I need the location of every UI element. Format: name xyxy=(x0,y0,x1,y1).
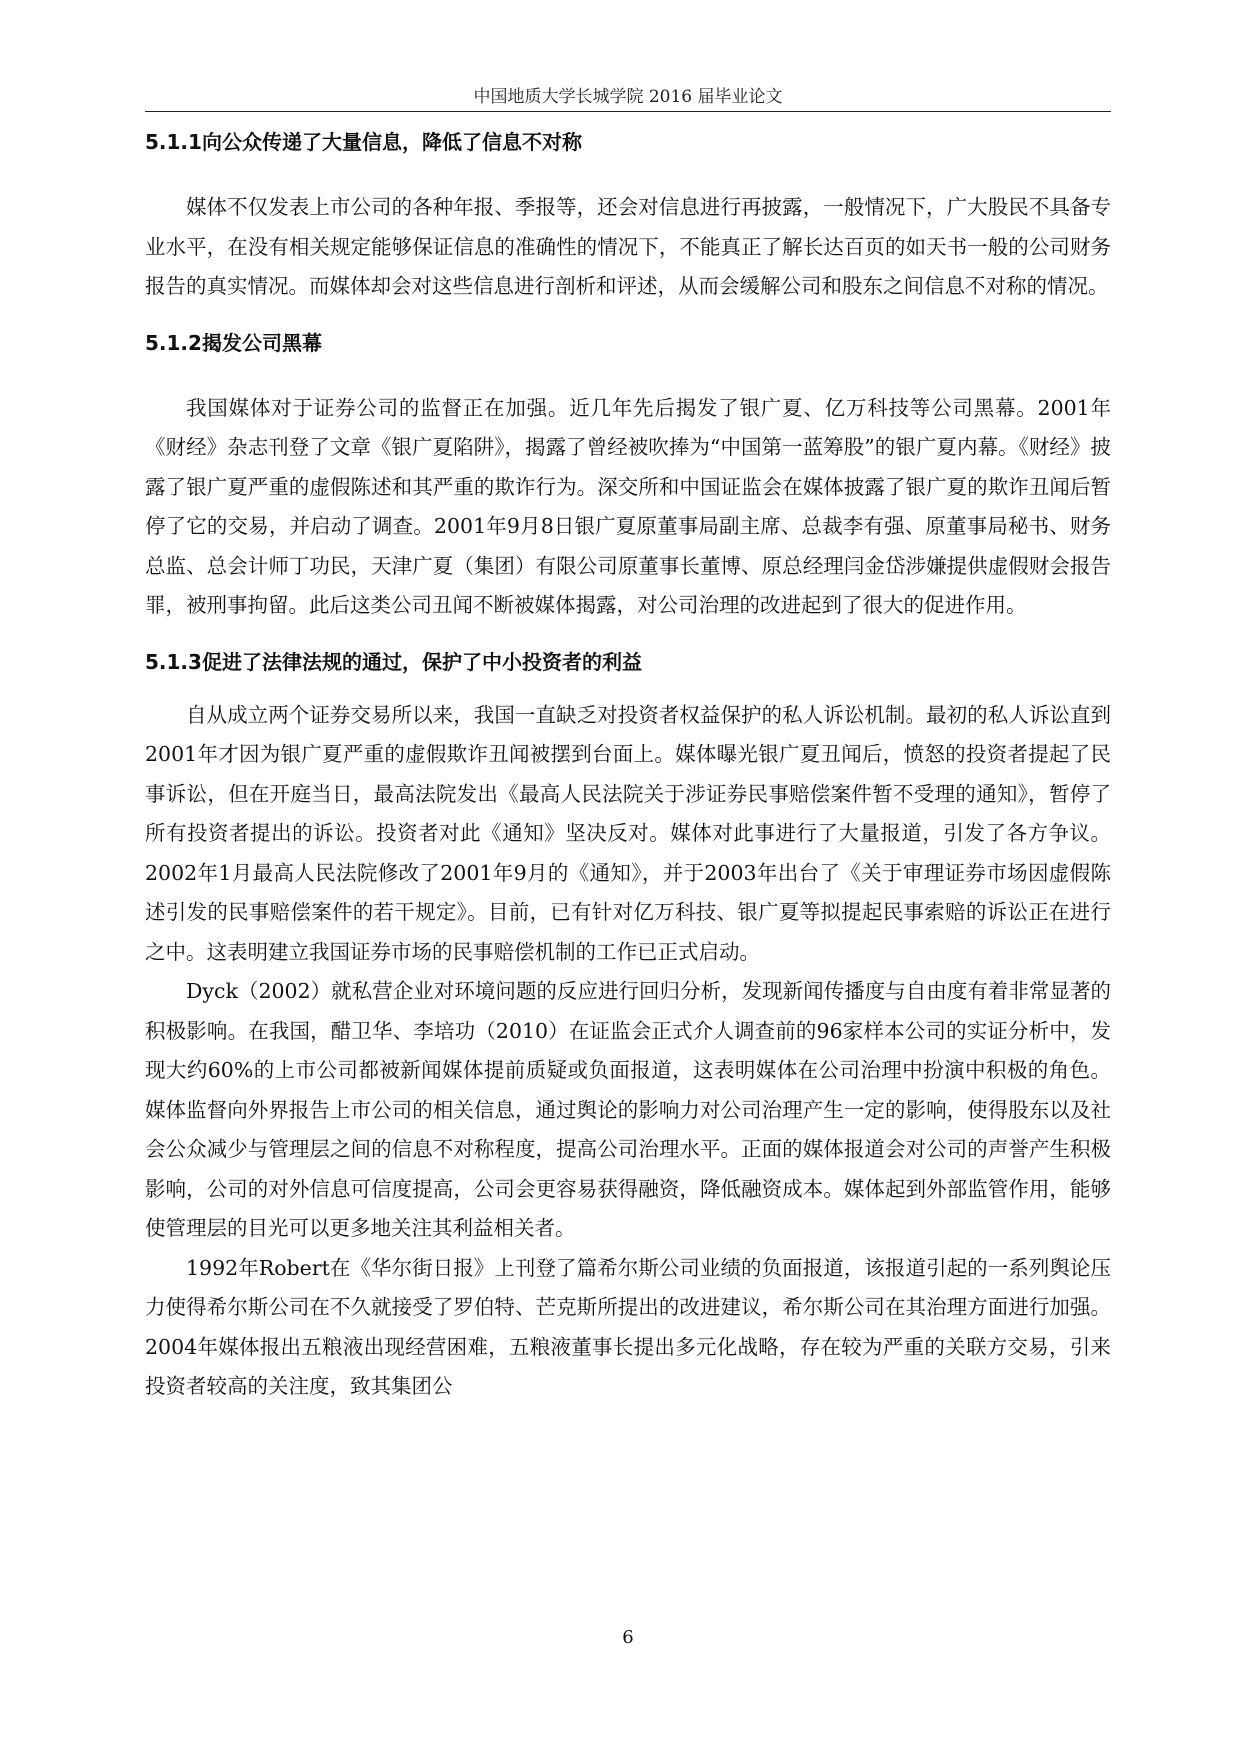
paragraph: Dyck（2002）就私营企业对环境问题的反应进行回归分析，发现新闻传播度与自由度有着非常显著的积极影响。在我国，醋卫华、李培功（2010）在证监会正式介人调查前的96家样本公司的实证分析中，发现大约60%的上市公司都被新闻媒体提前质疑或负面报道，这表明媒体在公司治理中扮演中积极的角色。媒体监督向外界报告上市公司的相关信息，通过舆论的影响力对公司治理产生一定的影响，使得股东以及社会公众减少与管理层之间的信息不对称程度，提高公司治理水平。正面的媒体报道会对公司的声誉产生积极影响，公司的对外信息可信度提高，公司会更容易获得融资，降低融资成本。媒体起到外部监管作用，能够使管理层的目光可以更多地关注其利益相关者。 xyxy=(145,979,1111,1240)
paragraph: 自从成立两个证券交易所以来，我国一直缺乏对投资者权益保护的私人诉讼机制。最初的私人诉讼直到2001年才因为银广夏严重的虚假欺诈丑闻被摆到台面上。媒体曝光银广夏丑闻后，愤怒的投资者提起了民事诉讼，但在开庭当日，最高法院发出《最高人民法院关于涉证券民事赔偿案件暂不受理的通知》，暂停了所有投资者提出的诉讼。投资者对此《通知》坚决反对。媒体对此事进行了大量报道，引发了各方争议。2002年1月最高人民法院修改了2001年9月的《通知》，并于2003年出台了《关于审理证券市场因虚假陈述引发的民事赔偿案件的若干规定》。目前，已有针对亿万科技、银广夏等拟提起民事索赔的诉讼正在进行之中。这表明建立我国证券市场的民事赔偿机制的工作已正式启动。 xyxy=(145,702,1111,964)
paragraph: 媒体不仅发表上市公司的各种年报、季报等，还会对信息进行再披露，一般情况下，广大股民不具备专业水平，在没有相关规定能够保证信息的准确性的情况下，不能真正了解长达百页的如天书一般的公司财务报告的真实情况。而媒体却会对这些信息进行剖析和评述，从而会缓解公司和股东之间信息不对称的情况。 xyxy=(145,195,1111,298)
section-heading-5-1-3: 5.1.3促进了法律法规的通过，保护了中小投资者的利益 xyxy=(145,649,642,674)
section-heading-5-1-1: 5.1.1向公众传递了大量信息，降低了信息不对称 xyxy=(145,130,582,154)
header-rule xyxy=(145,111,1111,112)
paragraph: 1992年Robert在《华尔街日报》上刊登了篇希尔斯公司业绩的负面报道，该报道引起的一系列舆论压力使得希尔斯公司在不久就接受了罗伯特、芒克斯所提出的改进建议，希尔斯公司在其治理方面进行加强。2004年媒体报出五粮液出现经营困难，五粮液董事长提出多元化战略，存在较为严重的关联方交易，引来投资者较高的关注度，致其集团公 xyxy=(145,1255,1111,1398)
page-number: 6 xyxy=(622,1627,634,1648)
running-header: 中国地质大学长城学院 2016 届毕业论文 xyxy=(473,87,783,107)
body-content xyxy=(145,122,1111,1407)
paragraph: 我国媒体对于证券公司的监督正在加强。近几年先后揭发了银广夏、亿万科技等公司黑幕。2001年《财经》杂志刊登了文章《银广夏陷阱》，揭露了曾经被吹捧为“中国第一蓝筹股”的银广夏内幕。《财经》披露了银广夏严重的虚假陈述和其严重的欺诈行为。深交所和中国证监会在媒体披露了银广夏的欺诈丑闻后暂停了它的交易，并启动了调查。2001年9月8日银广夏原董事局副主席、总裁李有强、原董事局秘书、财务总监、总会计师丁功民，天津广夏（集团）有限公司原董事长董博、原总经理闫金岱涉嫌提供虚假财会报告罪，被刑事拘留。此后这类公司丑闻不断被媒体揭露，对公司治理的改进起到了很大的促进作用。 xyxy=(145,395,1111,617)
section-heading-5-1-2: 5.1.2揭发公司黑幕 xyxy=(145,330,322,355)
